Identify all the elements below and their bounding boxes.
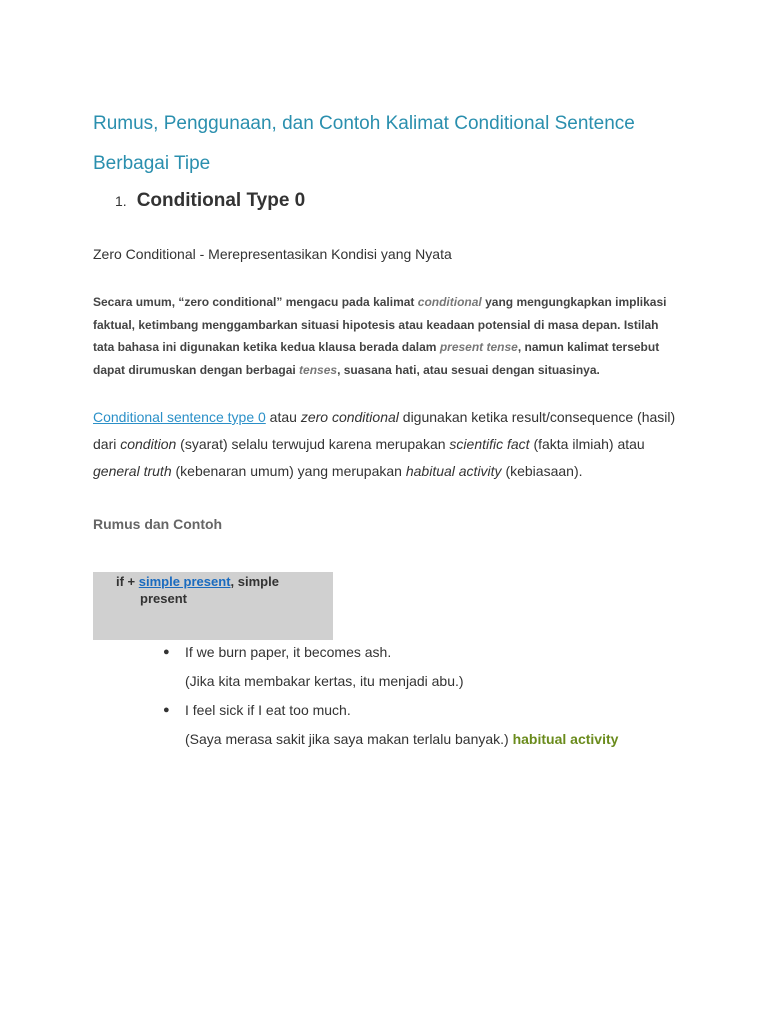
intro-term: conditional — [417, 295, 482, 309]
para-text: digunakan ketika result/consequence (hasil) dari — [93, 409, 676, 452]
conditional-type-0-link[interactable]: Conditional sentence type 0 — [93, 409, 266, 425]
intro-term: tenses — [299, 362, 338, 377]
simple-present-link[interactable]: simple present — [138, 574, 231, 589]
explanation-paragraph — [93, 404, 683, 485]
page-title: Rumus, Penggunaan, dan Contoh Kalimat Conditional Sentence Berbagai Tipe — [93, 113, 635, 174]
section-number: 1. — [115, 193, 127, 209]
list-item — [160, 638, 700, 696]
habitual-activity-tag: habitual activity — [512, 731, 619, 747]
section-title: Conditional Type 0 — [136, 190, 306, 211]
formula-line2: present — [140, 591, 187, 606]
example-translation: (Jika kita membakar kertas, itu menjadi abu.) — [185, 673, 464, 689]
intro-paragraph — [93, 291, 683, 381]
rumus-heading: Rumus dan Contoh — [93, 516, 223, 532]
para-text: (fakta ilmiah) atau — [529, 436, 645, 452]
para-text: (kebiasaan). — [501, 463, 583, 479]
intro-text: , suasana hati, atau sesuai dengan situasinya. — [337, 362, 600, 377]
para-term: general truth — [93, 463, 172, 479]
para-term: zero conditional — [300, 409, 399, 425]
para-term: scientific fact — [449, 436, 530, 452]
examples-list — [160, 638, 700, 754]
formula-prefix: if + — [116, 574, 139, 589]
formula-suffix: , simple — [230, 574, 279, 589]
subtitle: Zero Conditional - Merepresentasikan Kondisi yang Nyata — [93, 246, 452, 262]
bullet-icon: ● — [163, 646, 170, 658]
example-translation: (Saya merasa sakit jika saya makan terlalu banyak.) — [185, 731, 509, 747]
intro-text: yang mengungkapkan implikasi faktual, ketimbang menggambarkan situasi hipotesis atau keadaan potensial di masa depan. Istilah tata bahasa ini digunakan ketika kedua klausa berada dalam — [93, 295, 667, 354]
para-text: atau — [265, 409, 301, 425]
example-sentence: If we burn paper, it becomes ash. — [185, 644, 392, 660]
bullet-icon: ● — [163, 704, 170, 716]
intro-text: Secara umum, “zero conditional” mengacu pada kalimat — [93, 295, 418, 309]
intro-term: present tense — [439, 340, 518, 354]
para-term: habitual activity — [405, 463, 502, 479]
para-text: (kebenaran umum) yang merupakan — [171, 463, 406, 479]
section-heading — [115, 190, 305, 212]
list-item — [160, 696, 700, 754]
para-term: condition — [120, 436, 177, 452]
example-translation-line — [185, 725, 700, 754]
example-sentence: I feel sick if I eat too much. — [185, 702, 351, 718]
para-text: (syarat) selalu terwujud karena merupakan — [176, 436, 450, 452]
intro-text: , namun kalimat tersebut dapat dirumuskan dengan berbagai — [93, 340, 660, 377]
formula — [116, 573, 316, 607]
